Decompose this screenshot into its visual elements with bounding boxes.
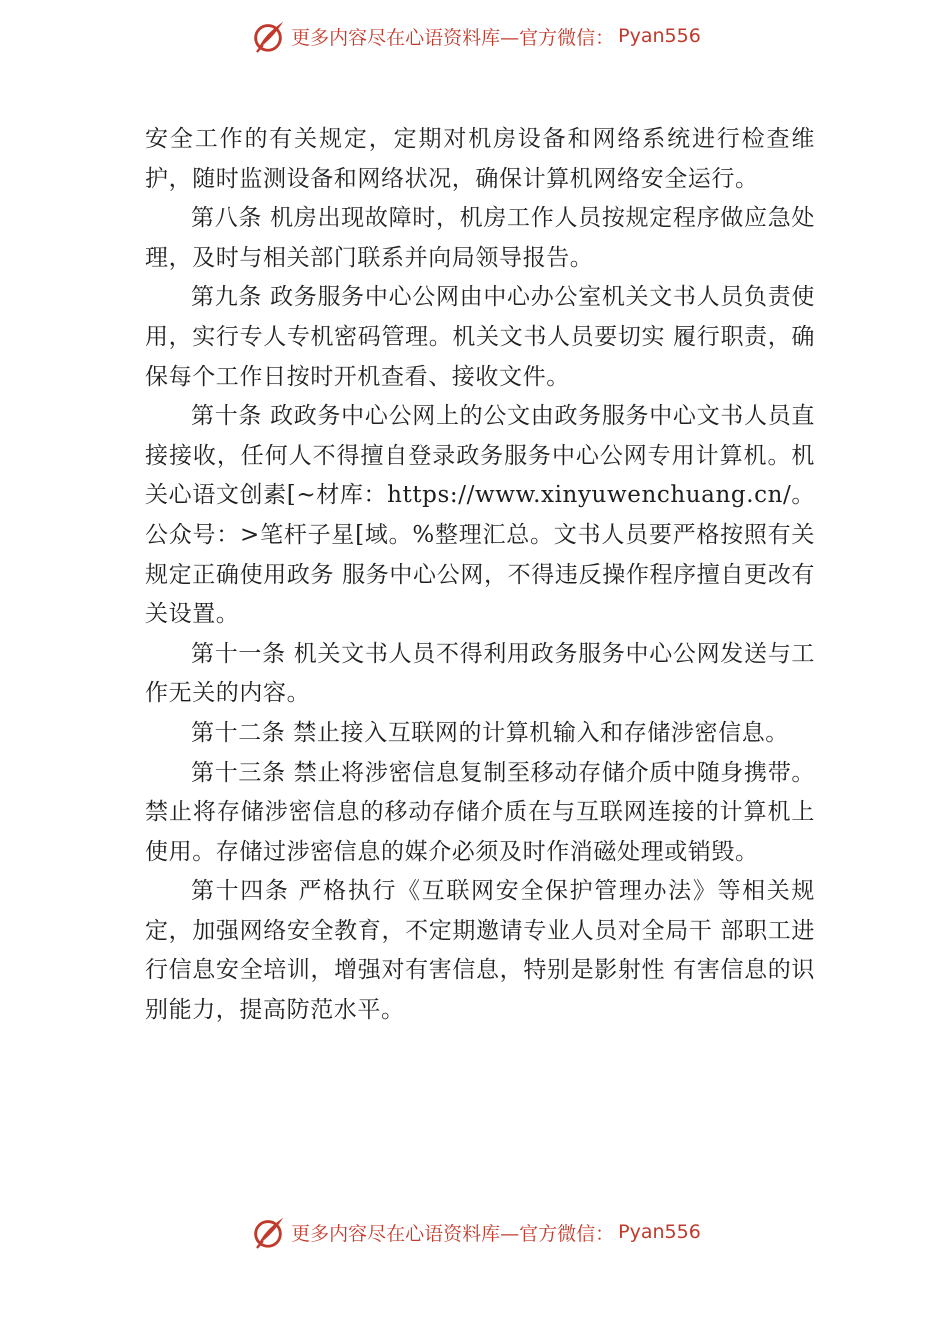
paragraph-continuation: 安全工作的有关规定，定期对机房设备和网络系统进行检查维护，随时监测设备和网络状况，确保计算机网络安全运行。 — [145, 126, 815, 192]
banner-wechat-handle: Pyan556 — [618, 25, 701, 47]
header-banner — [0, 16, 950, 56]
paragraph-article-8: 第八条 机房出现故障时，机房工作人员按规定程序做应急处理，及时与相关部门联系并向局领导报告。 — [145, 205, 815, 271]
banner-text: 更多内容尽在心语资料库—官方微信： — [291, 26, 615, 49]
paragraph-article-9: 第九条 政务服务中心公网由中心办公室机关文书人员负责使用，实行专人专机密码管理。机关文书人员要切实 履行职责，确保每个工作日按时开机查看、接收文件。 — [145, 284, 815, 390]
document-body — [145, 120, 815, 1031]
quill-logo-icon — [249, 1213, 287, 1251]
paragraph-article-14: 第十四条 严格执行《互联网安全保护管理办法》等相关规定，加强网络安全教育，不定期邀请专业人员对全局干 部职工进行信息安全培训，增强对有害信息，特别是影射性 有害信息的识别能力，提高防范水平。 — [145, 878, 815, 1024]
banner-wechat-handle: Pyan556 — [618, 1221, 701, 1243]
paragraph-article-11: 第十一条 机关文书人员不得利用政务服务中心公网发送与工作无关的内容。 — [145, 640, 815, 707]
paragraph-article-12: 第十二条 禁止接入互联网的计算机输入和存储涉密信息。 — [191, 719, 789, 746]
paragraph-article-13: 第十三条 禁止将涉密信息复制至移动存储介质中随身携带。禁止将存储涉密信息的移动存储介质在与互联网连接的计算机上使用。存储过涉密信息的媒介必须及时作消磁处理或销毁。 — [145, 759, 815, 865]
quill-logo-icon — [249, 17, 287, 55]
footer-banner — [0, 1212, 950, 1252]
banner-text: 更多内容尽在心语资料库—官方微信： — [291, 1222, 615, 1245]
paragraph-article-10: 第十条 政政务中心公网上的公文由政务服务中心文书人员直接接收，任何人不得擅自登录政务服务中心公网专用计算机。机关心语文创素[~材库：https://www.xinyuwenchuang.cn/。公众号：>笔杆子星[域。%整理汇总。文书人员要严格按照有关规定正确使用政务 服务中心公网，不得违反操作程序擅自更改有关设置。 — [145, 403, 815, 628]
